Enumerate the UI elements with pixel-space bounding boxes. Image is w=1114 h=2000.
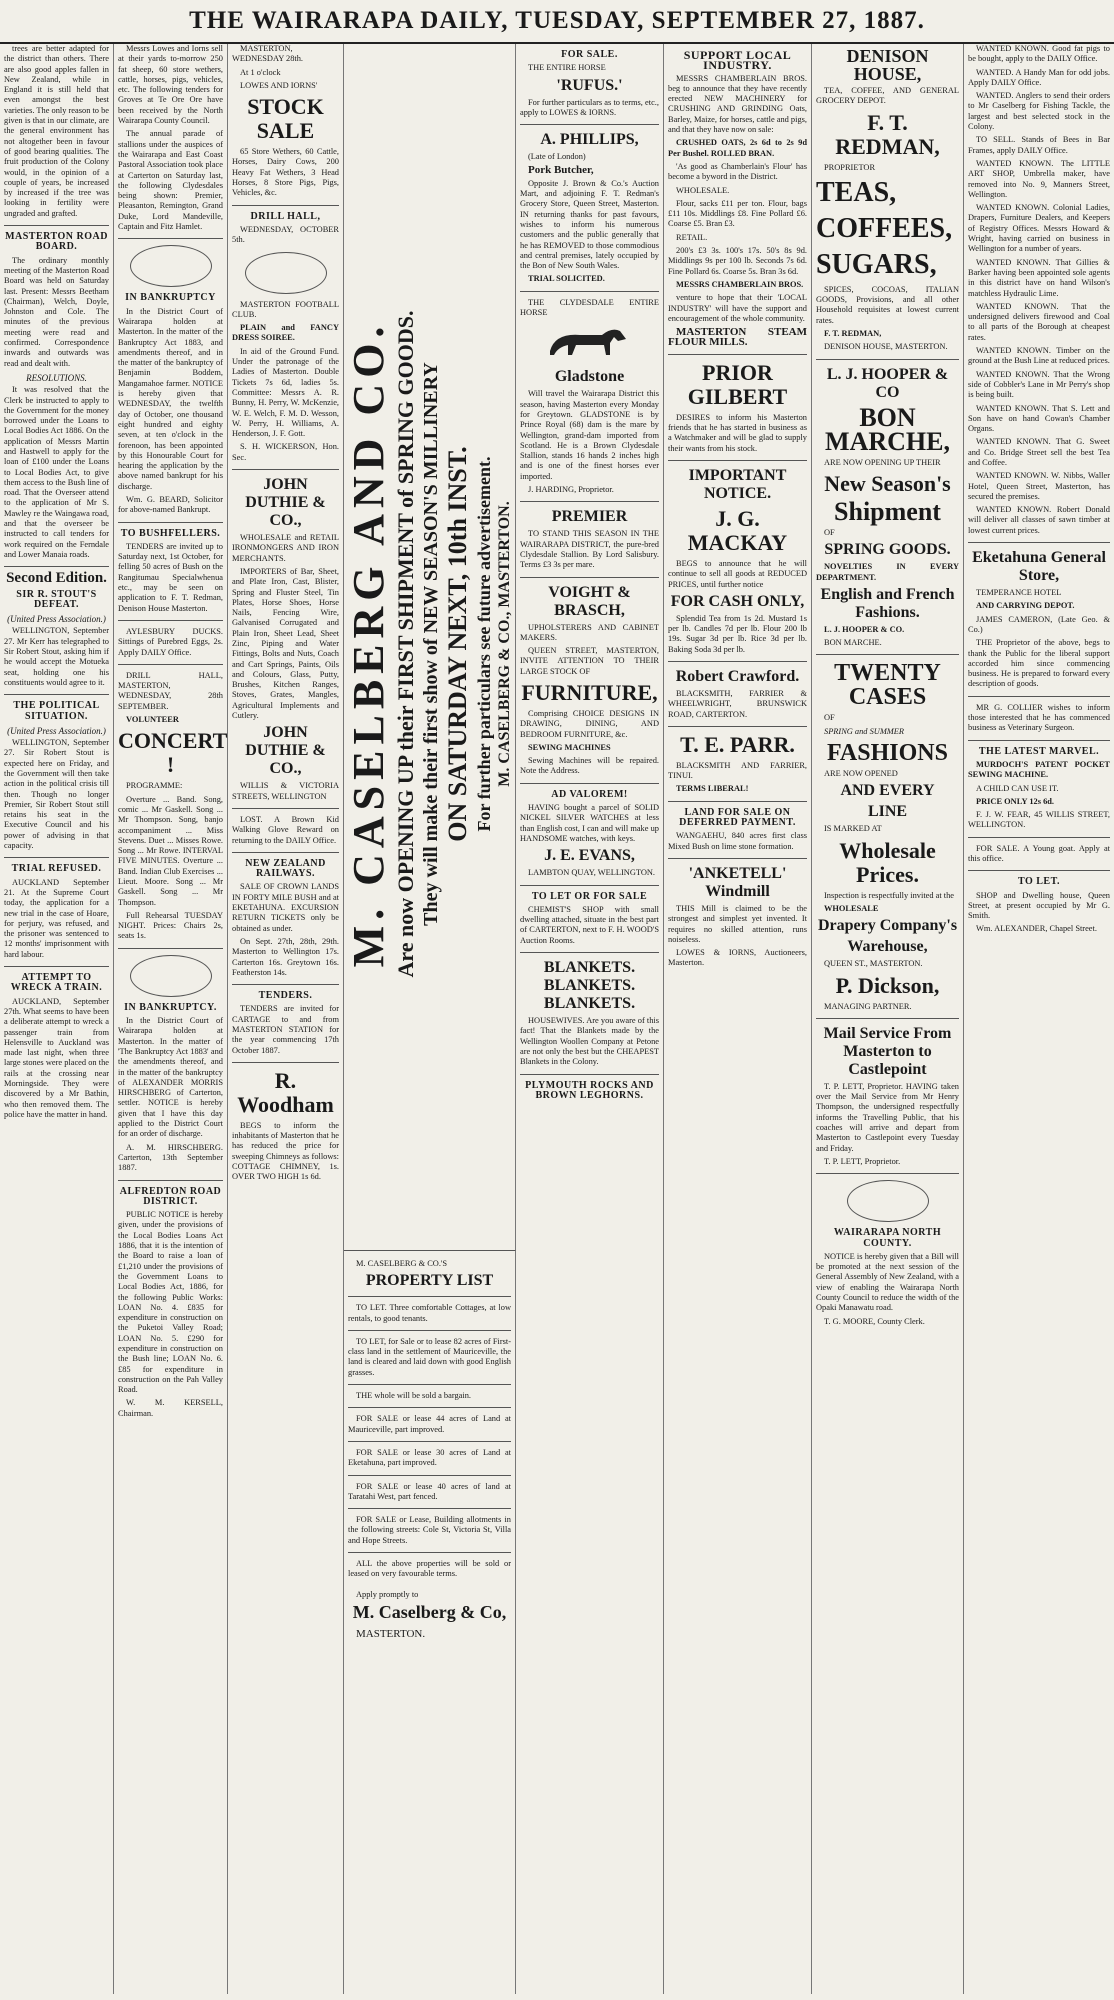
butcher-text: Opposite J. Brown & Co.'s Auction Mart, and adjoining F. T. Redman's Grocery Store, Queen Street, Masterton. IN returning thanks for past favours, wishes to inform his numerous customers and the public generally that he has REMOVED to those commodious and central premises, lately occupied by the Bon of New South Wales.	[520, 178, 659, 271]
new-season-heading: New Season's	[824, 470, 951, 496]
hooper-heading: L. J. HOOPER & CO	[826, 365, 949, 401]
article-text: WELLINGTON, September 27. Sir Robert Stout is expected here on Friday, and the Government will then take action in the political crisis till then. Though no longer Premier, Sir Robert Stout still retains his seat in the Executive Council and his power of advising in that capacity.	[4, 738, 109, 851]
signature: T. G. MOORE, County Clerk.	[824, 1316, 925, 1326]
caselberg-vertical-ad	[344, 44, 516, 1244]
rehearsal-text: Full Rehearsal TUESDAY NIGHT. Prices: Chairs 2s, seats 1s.	[118, 910, 223, 941]
signature: Wm. G. BEARD, Solicitor for above-named Bankrupt.	[118, 494, 223, 515]
caselberg-firm: M. CASELBERG & CO.'S	[356, 1259, 448, 1268]
notice-text: PUBLIC NOTICE is hereby given, under the provisions of the Local Bodies Loans Act 1886, that it is the intention of the Board to raise a loan of £1,210 under the provisions of the Government Loans to Local Bodies Act, 1886, for the following Public Works: LOAN No. 4. £835 for expenditure in construction on the Puketoi Valley Road; LOAN No. 5. £290 for expenditure in construction on the Bush line; LOAN No. 6. £85 for expenditure in construction on the Pah Valley Road.	[118, 1210, 223, 1395]
wanted-ad: WANTED KNOWN. That S. Lett and Son have on hand Cowan's Chamber Organs.	[968, 403, 1110, 434]
teas-heading: TEAS,	[816, 176, 897, 208]
land-heading: LAND FOR SALE ON DEFERRED PAYMENT.	[679, 806, 796, 829]
phillips-heading: A. PHILLIPS,	[540, 131, 639, 149]
mills-heading: MASTERTON STEAM FLOUR MILLS.	[668, 326, 807, 349]
premier-text: TO STAND THIS SEASON IN THE WAIRARAPA DISTRICT, the pure-bred Clydesdale Stallion. By Lord Salisbury. Terms £3 3s per mare.	[520, 529, 659, 570]
drill-hall-heading: DRILL HALL,	[250, 210, 321, 222]
county-heading: WAIRARAPA NORTH COUNTY.	[833, 1227, 942, 1249]
ball-date: WEDNESDAY, OCTOBER 5th.	[232, 224, 339, 245]
heading-political: THE POLITICAL SITUATION.	[13, 700, 100, 722]
proprietor-label: PROPRIETOR	[824, 162, 876, 172]
rufus-text: For further particulars as to terms, etc., apply to LOWES & IORNS.	[520, 97, 659, 117]
property-item: FOR SALE or lease 40 acres of land at Taratahi West, part fenced.	[348, 1481, 511, 1501]
volunteer-label: VOLUNTEER	[126, 715, 179, 725]
wanted-ad: WANTED KNOWN. That the undersigned delivers firewood and Coal to all parts of the Borough at cheapest rates.	[968, 301, 1110, 342]
chamberlain-text: venture to hope that their 'LOCAL INDUSTRY' will have the support and encouragement of the whole community.	[668, 293, 807, 323]
property-item: FOR SALE or lease 44 acres of Land at Mauriceville, part improved.	[348, 1414, 511, 1434]
denison-address: DENISON HOUSE, MASTERTON.	[824, 342, 948, 352]
railways-text: SALE OF CROWN LANDS IN FORTY MILE BUSH and at EKETAHUNA. EXCURSION RETURN TICKETS only be obtained as under.	[232, 882, 339, 933]
notice-text: TENDERS are invited up to Saturday next, 1st October, for felling 50 acres of Bush on the Rangitumau Specialwhenua etc., may be seen on application to F. T. Redman, Denison House Masterton.	[118, 541, 223, 613]
opened-label: ARE NOW OPENED	[824, 769, 898, 779]
temperance-label: TEMPERANCE HOTEL	[976, 588, 1062, 598]
sale-date: MASTERTON, WEDNESDAY 28th.	[232, 44, 304, 64]
marked-label: IS MARKED AT	[824, 824, 882, 834]
crest-icon	[847, 1180, 929, 1222]
anketell-text: THIS Mill is claimed to be the strongest and simplest yet invented. It requires no skilled attention, runs noiseless.	[668, 903, 807, 944]
bon-marche-heading: BON MARCHE,	[825, 402, 950, 456]
spring-goods-heading: SPRING GOODS.	[824, 541, 951, 559]
sewing-heading: SEWING MACHINES	[528, 742, 611, 752]
wanted-ad: WANTED KNOWN. Colonial Ladies, Drapers, Furniture Dealers, and Keepers of Registry Offices. Messrs Howard & Wright, having carried on business in Wellington for a number of years.	[968, 203, 1110, 254]
signature: Wm. ALEXANDER, Chapel Street.	[976, 924, 1097, 934]
price-label: PRICE ONLY 12s 6d.	[976, 796, 1055, 806]
to-let-heading: TO LET OR FOR SALE	[531, 890, 648, 902]
anketell-heading: 'ANKETELL' Windmill	[688, 864, 787, 900]
to-let-heading: TO LET.	[1017, 876, 1061, 888]
column-3	[228, 44, 344, 1994]
duthie-heading: JOHN DUTHIE & CO.,	[245, 476, 326, 530]
heading-bankruptcy-2: IN BANKRUPTCY.	[124, 1001, 217, 1013]
signature: W. M. KERSELL, Chairman.	[118, 1398, 223, 1418]
property-item: TO LET. Three comfortable Cottages, at low rentals, to good tenants.	[348, 1303, 511, 1323]
tenders-text: TENDERS are invited for CARTAGE to and from MASTERTON STATION for the year commencing 17th October 1887.	[232, 1004, 339, 1055]
sale-firm: LOWES AND IORNS'	[240, 80, 318, 90]
wanted-ad: WANTED KNOWN. That G. Sweet and Co. Bridge Street sell the best Tea and Coffee.	[968, 437, 1110, 467]
parr-sub: BLACKSMITH AND FARRIER, TINUI.	[668, 760, 807, 781]
fashions-heading: FASHIONS	[827, 740, 948, 767]
property-list	[344, 1250, 516, 1994]
wanted-ad: WANTED KNOWN. W. Nibbs, Waller Hotel, Queen Street, Masterton, has secured the premises.	[968, 471, 1110, 501]
wanted-ad: WANTED KNOWN. That Gillies & Barker having been appointed sole agents in this district have on hand Wilson's matchless Hydraulic Lime.	[968, 257, 1110, 298]
property-item: ALL the above properties will be sold or leased on very favourable terms.	[348, 1559, 511, 1579]
caselberg-line: ON SATURDAY NEXT, 10th INST.	[443, 446, 472, 842]
of-label: OF	[824, 527, 835, 537]
chemist-text: CHEMIST'S SHOP with small dwelling attached, situate in the best part of CARTERTON, next to F. H. WOOD'S Auction Rooms.	[520, 904, 659, 945]
mail-service-heading: Mail Service From Masterton to Castlepoint	[823, 1024, 952, 1078]
drapery-heading: Drapery Company's	[817, 917, 958, 935]
blankets-heading: BLANKETS. BLANKETS. BLANKETS.	[543, 959, 636, 1013]
signature: T. P. LETT, Proprietor.	[824, 1156, 901, 1166]
press-assoc: (United Press Association.)	[7, 614, 106, 625]
child-label: A CHILD CAN USE IT.	[976, 783, 1059, 793]
important-notice-heading: IMPORTANT NOTICE.	[688, 466, 787, 502]
hall-heading: DRILL HALL, MASTERTON, WEDNESDAY, 28th SEPTEMBER.	[118, 670, 223, 711]
voight-heading: VOIGHT & BRASCH,	[548, 583, 631, 619]
mill-text: MESSRS CHAMBERLAIN BROS. beg to announce that they have recently erected NEW MACHINERY for CRUSHING AND GRINDING Oats, Barley, Maize, for horses, cattle and pigs, and that they have now on sale:	[668, 73, 807, 135]
heading-stout-defeat: SIR R. STOUT'S DEFEAT.	[16, 588, 97, 610]
caselberg-line: Are now OPENING UP their FIRST SHIPMENT of SPRING GOODS.	[393, 310, 418, 978]
murdoch-heading: MURDOCH'S PATENT POCKET SEWING MACHINE.	[968, 759, 1110, 780]
duthie-sub: WHOLESALE and RETAIL IRONMONGERS AND IRON MERCHANTS.	[232, 533, 339, 563]
invited-text: Inspection is respectfully invited at the	[824, 890, 955, 900]
premier-heading: PREMIER	[551, 508, 628, 526]
article-text: Messrs Lowes and Iorns sell at their yards to-morrow 250 fat sheep, 60 store wethers, cattle, horses, pigs, vehicles, etc. The following tenders for Groves at Te Ore Ore have been received by the North Wairarapa County Council.	[118, 44, 223, 126]
crawford-heading: Robert Crawford.	[675, 667, 800, 685]
horse-label: THE ENTIRE HORSE	[528, 63, 606, 73]
phillips-sub: (Late of London)	[528, 152, 586, 162]
sewing-text: Sewing Machines will be repaired. Note the Address.	[520, 756, 659, 776]
signature: J. HARDING, Proprietor.	[528, 485, 614, 495]
retail-prices: 200's £3 3s. 100's 17s. 50's 8s 9d. Middlings 9s per 100 lb. Seconds 7s 6d. Fine Pollard 6s. Coarse 5s. Bran 3s 6d.	[668, 246, 807, 276]
wholesale-label: WHOLESALE	[824, 903, 879, 913]
retail-label: RETAIL.	[676, 232, 708, 242]
trial-label: TRIAL SOLICITED.	[528, 274, 605, 284]
warehouse-heading: Warehouse,	[847, 938, 928, 956]
horse-icon	[540, 321, 640, 365]
stallion-label: THE CLYDESDALE ENTIRE HORSE	[520, 297, 659, 318]
wanted-ad: WANTED KNOWN. Good fat pigs to be bought, apply to the DAILY Office.	[968, 44, 1110, 64]
redman-sign: F. T. REDMAN,	[824, 329, 882, 339]
column-8	[964, 44, 1114, 1994]
valorem-heading: AD VALOREM!	[551, 788, 628, 800]
dickson-heading: P. Dickson,	[835, 972, 940, 998]
furniture-heading: FURNITURE,	[521, 679, 658, 705]
train-fares: On Sept. 27th, 28th, 29th. Masterton to Wellington 17s. Carterton 16s. Greytown 16s. Featherston 14s.	[232, 936, 339, 977]
woodham-text: BEGS to inform the inhabitants of Masterton that he has reduced the price for sweeping Chimneys as follows: COTTAGE CHIMNEY, 1s. OVER TWO HIGH 1s 6d.	[232, 1120, 339, 1182]
prior-gilbert-heading: PRIOR GILBERT	[687, 359, 788, 409]
terms-label: TERMS LIBERAL!	[676, 784, 749, 794]
notice-text: In the District Court of Wairarapa holden at Masterton. In the matter of the Bankruptcy Act 1883, and amendments thereof, and in the matter of the bankruptcy of Benjamin Boddem, Mangamahoe farmer. NOTICE is hereby given that WEDNESDAY, the twelfth day of October, one thousand eight hundred and eighty seven, at ten o'clock in the forenoon, has been appointed by this Honourable Court for hearing the application by the above named bankrupt for his discharge.	[118, 306, 223, 491]
crawford-text: BLACKSMITH, FARRIER & WHEELWRIGHT, BRUNSWICK ROAD, CARTERTON.	[668, 688, 807, 719]
rufus-heading: 'RUFUS.'	[556, 76, 623, 94]
hooper-sign: L. J. HOOPER & CO.	[824, 624, 905, 634]
article-text: It was resolved that the Clerk be instructed to apply to the Government for the money borrowed under the Loans to Local Bodies Act 1886. On the application of Messrs Martin and Hastwell to apply for the loan of £100 under the Loans to Local Bodies Act, to give them access to the Bush line of road. That the Overseer attend to the application of Mr S. Mawley re the Waingawa road, and that the overseer be instructed to call tenders for work required on the Ferndale and Lower Manaia roads.	[4, 385, 109, 559]
heading-alfredton: ALFREDTON ROAD DISTRICT.	[119, 1185, 222, 1207]
programme-text: Overture ... Band. Song, comic ... Mr Gaskell. Song ... Mr Thompson. Song, banjo accompaniment ... Miss Stevens. Duet ... Misses Rowe. Song ... Mr Rowe. INTERVAL FIVE MINUTES. Overture ... Band. Indian Club Exercises ... Lieut. Moore. Song ... Mr Gaskell. Song ... Mr Thompson.	[118, 794, 223, 907]
denison-heading: DENISON HOUSE,	[846, 46, 929, 84]
column-1	[0, 44, 114, 1994]
shipment-heading: Shipment	[834, 496, 941, 526]
column-7	[812, 44, 964, 1994]
property-item: FOR SALE or Lease, Building allotments in the following streets: Cole St, Victoria St, Villa and Hope Streets.	[348, 1515, 511, 1545]
article-text: The annual parade of stallions under the auspices of the Wairarapa and East Coast Pastoral Association took place at Carterton on Saturday last, the following Clydesdales being shown: Premier, Pleasanton, Remington, Grand Duke, Lord Mandeville, Captain and Fitz Hamlet.	[118, 129, 223, 232]
mail-text: T. P. LETT, Proprietor. HAVING taken over the Mail Service from Mr Henry Thompson, the undersigned respectfully informs the Travelling Public, that his coaches will arrive and depart from Masterton to Castlepoint every Tuesday and Friday.	[816, 1081, 959, 1153]
sugars-heading: SUGARS,	[816, 248, 937, 280]
voight-sub: UPHOLSTERERS AND CABINET MAKERS.	[520, 622, 659, 642]
imports-text: IMPORTERS of Bar, Sheet, and Plate Iron, Cast, Blister, Spring and Fluster Steel, Tin Plates, Horse Shoes, Horse Nails, Fencing Wire, Galvanised Corrugated and Plain Iron, Sheet Lead, Sheet Zinc, Piping and Water Fittings, Bolts and Nuts, Coach and Cart Springs, Paints, Oils and Colours, Glass, Putty, Brushes, Kitchen Ranges, Stoves, Grates, Mangles, Agricultural Implements and Cutlery.	[232, 566, 339, 721]
blankets-text: HOUSEWIVES. Are you aware of this fact! That the Blankets made by the Wellington Woollen Company at Petone are not only the best but the CHEAPEST Blankets in the Colony.	[520, 1016, 659, 1067]
column-2	[114, 44, 228, 1994]
twenty-cases-heading: TWENTY CASES	[834, 660, 941, 711]
opening-label: ARE NOW OPENING UP THEIR	[824, 457, 941, 467]
ball-title: PLAIN and FANCY DRESS SOIREE.	[232, 323, 339, 343]
evans-address: LAMBTON QUAY, WELLINGTON.	[528, 868, 656, 878]
column-6	[664, 44, 812, 1994]
town-label: MASTERTON.	[356, 1627, 426, 1640]
article-text: AUCKLAND September 21. At the Supreme Court today, the application for a new trial in the case of Hoare, for perjury, was refused, and the prisoner was sentenced to 12 months' imprisonment with hard labour.	[4, 877, 109, 959]
cameron-label: JAMES CAMERON, (Late Geo. & Co.)	[968, 614, 1110, 634]
every-label: AND EVERY	[840, 782, 935, 800]
wanted-ad: WANTED KNOWN. That the Wrong side of Cobbler's Lane in Mr Perry's shop is being built.	[968, 369, 1110, 400]
wanted-ad: WANTED KNOWN. Timber on the ground at the Bush Line at reduced prices.	[968, 346, 1110, 366]
for-sale-heading: FOR SALE.	[561, 49, 618, 60]
masthead: THE WAIRARAPA DAILY, TUESDAY, SEPTEMBER 27, 1887.	[0, 0, 1114, 44]
signature: A. M. HIRSCHBERG. Carterton, 13th September 1887.	[118, 1142, 223, 1173]
eketahuna-heading: Eketahuna General Store,	[972, 549, 1106, 585]
evans-heading: J. E. EVANS,	[544, 847, 635, 865]
depot-text: THE Proprietor of the above, begs to thank the Public for the liberal support accorded him since commencing business. He is prepared to forward every description of goods.	[968, 638, 1110, 689]
heading-road-board: MASTERTON ROAD BOARD.	[5, 231, 108, 253]
butcher-label: Pork Butcher,	[528, 164, 594, 177]
wholesale-prices-heading: Wholesale Prices.	[839, 837, 936, 887]
spring-summer-label: SPRING and SUMMER	[824, 726, 905, 736]
crest-icon	[130, 955, 212, 997]
wanted-ad: WANTED KNOWN. Robert Donald will deliver all classes of sawn timber at lowest current prices.	[968, 505, 1110, 535]
notice-text: In the District Court of Wairarapa holden at Masterton. In the matter of 'The Bankruptcy Act 1883' and the amendments thereof, and in the matter of the bankruptcy of ALEXANDER MORRIS HIRSCHBERG of Carterton, settler. NOTICE is hereby given that I have this day applied to the District Court for an order of discharge.	[118, 1016, 223, 1139]
subheading: RESOLUTIONS.	[26, 372, 87, 383]
cash-only-heading: FOR CASH ONLY,	[670, 592, 805, 610]
caselberg-line: For further particulars see future advertisement.	[474, 456, 494, 832]
caselberg-signoff: M. Caselberg & Co,	[352, 1601, 507, 1622]
novelties-label: NOVELTIES IN EVERY DEPARTMENT.	[816, 562, 959, 582]
parr-heading: T. E. PARR.	[680, 731, 795, 757]
sale-items: 65 Store Wethers, 60 Cattle, Horses, Dairy Cows, 200 Heavy Fat Wethers, 3 Head Horses, 8 Store Pigs, Pigs, Vehicles, &c.	[232, 147, 339, 198]
heading-bushfellers: TO BUSHFELLERS.	[120, 527, 221, 539]
heading-wreck: ATTEMPT TO WRECK A TRAIN.	[10, 972, 103, 994]
denison-sub: TEA, COFFEE, AND GENERAL GROCERY DEPOT.	[816, 86, 959, 106]
shop-text: SHOP and Dwelling house, Queen Street, at present occupied by Mr G. Smith.	[968, 890, 1110, 921]
mackay-heading: J. G. MACKAY	[687, 505, 788, 555]
latest-marvel-heading: THE LATEST MARVEL.	[978, 745, 1100, 757]
signature: S. H. WICKERSON, Hon. Sec.	[232, 442, 339, 462]
carrying-label: AND CARRYING DEPOT.	[976, 601, 1075, 611]
coffees-heading: COFFEES,	[816, 212, 953, 244]
flour-prices: Flour, sacks £11 per ton. Flour, bags £11 10s. Middlings £8. Fine Pollard £6. Coarse £5. Bran £3.	[668, 198, 807, 229]
mill-quote: 'As good as Chamberlain's Flour' has become a byword in the District.	[668, 161, 807, 182]
managing-label: MANAGING PARTNER.	[824, 1001, 912, 1011]
marche-sign: BON MARCHE.	[824, 638, 882, 648]
caselberg-title: M. CASELBERG AND CO.	[344, 320, 393, 968]
caselberg-line: M. CASELBERG & CO., MASTERTON.	[496, 501, 513, 787]
article-text: WELLINGTON, September 27. Mr Kerr has telegraphed to Sir Robert Stout, asking him if he would accept the Motueka seat, holding one his constituents would agree to it.	[4, 626, 109, 687]
club-name: MASTERTON FOOTBALL CLUB.	[232, 299, 339, 319]
duthie-address: WILLIS & VICTORIA STREETS, WELLINGTON	[232, 781, 339, 801]
wanted-ad: WANTED. A Handy Man for odd jobs. Apply DAILY Office.	[968, 67, 1110, 87]
agent-label: F. J. W. FEAR, 45 WILLIS STREET, WELLINGTON.	[968, 810, 1110, 830]
land-text: WANGAEHU, 840 acres first class Mixed Bush on lime stone formation.	[668, 831, 807, 851]
caselberg-line: They will make their first show of NEW SEASON'S MILLINERY	[420, 362, 442, 926]
cash-items: Splendid Tea from 1s 2d. Mustard 1s per lb. Candles 7d per lb. Flour 200 lb 19s. Sugar 3d per lb. Rice 3d per lb. Baking Soda 3d per lb.	[668, 613, 807, 654]
plymouth-heading: PLYMOUTH ROCKS AND BROWN LEGHORNS.	[525, 1079, 654, 1101]
furniture-text: Comprising CHOICE DESIGNS IN DRAWING, DINING, AND BEDROOM FURNITURE, &c.	[520, 708, 659, 739]
english-french-heading: English and French Fashions.	[820, 585, 955, 621]
property-list-heading: PROPERTY LIST	[365, 1272, 494, 1290]
of-label: OF	[824, 713, 835, 723]
collier-text: MR G. COLLIER wishes to inform those interested that he has commenced business as Veterinary Surgeon.	[968, 702, 1110, 733]
ball-text: In aid of the Ground Fund. Under the patronage of the Ladies of Masterton. Double Tickets 7s 6d, ladies 5s. Committee: Messrs A. R. Bunny, H. Perry, W. McKenzie, W. E. Welch, F. M. D. Wesson, W. Perry, H. Williams, A. Henderson, J. F. Gott.	[232, 346, 339, 439]
woodham-heading: R. Woodham	[237, 1067, 334, 1117]
wanted-ad: TO SELL. Stands of Bees in Bar Frames, apply DAILY Office.	[968, 135, 1110, 155]
county-text: NOTICE is hereby given that a Bill will be promoted at the next session of the General Assembly of New Zealand, with a view of enabling the Wairarapa North County Council to reduce the width of the Opaki Manawatu road.	[816, 1251, 959, 1313]
property-item: TO LET, for Sale or to lease 82 acres of First-class land in the settlement of Mauriceville, the land is cleared and laid down with good English grasses.	[348, 1336, 511, 1377]
heading-bankruptcy: IN BANKRUPTCY	[125, 292, 216, 304]
signature: LOWES & IORNS, Auctioneers, Masterton.	[668, 948, 807, 968]
apply-label: Apply promptly to	[356, 1589, 419, 1599]
queen-street-label: QUEEN ST., MASTERTON.	[824, 959, 923, 969]
tenders-heading: TENDERS.	[258, 990, 313, 1002]
article-text: The ordinary monthly meeting of the Masterton Road Board was held on Saturday last. Present: Messrs Beetham (Chairman), Welch, Doyle, Johnston and Cole. The minutes of the previous meeting were read and confirmed. Correspondence inwards and outwards was read and dealt with.	[4, 255, 109, 368]
press-assoc: (United Press Association.)	[7, 725, 106, 736]
concert-heading: CONCERT !	[118, 728, 228, 778]
sale-time: At 1 o'clock	[240, 67, 281, 77]
mackay-text: BEGS to announce that he will continue to sell all goods at REDUCED PRICES, until further notice	[668, 558, 807, 589]
spices-text: SPICES, COCOAS, ITALIAN GOODS, Provisions, and all other Household requisites at lowest current rates.	[816, 284, 959, 325]
chamberlain-heading: MESSRS CHAMBERLAIN BROS.	[676, 279, 804, 289]
second-edition-heading: Second Edition.	[6, 570, 107, 587]
goat-ad: FOR SALE. A Young goat. Apply at this office.	[968, 843, 1110, 863]
lost-notice: LOST. A Brown Kid Walking Glove Reward on returning to the DAILY Office.	[232, 814, 339, 845]
support-heading: SUPPORT LOCAL INDUSTRY.	[683, 48, 792, 73]
ad-ducks: AYLESBURY DUCKS. Sittings of Purebred Eggs, 2s. Apply DAILY Office.	[118, 626, 223, 657]
article-text: AUCKLAND, September 27th. What seems to have been a deliberate attempt to wreck a passenger train from Helensville to Auckland was made last night, when three large stones were placed on the rails at the crossing near Morningside. They were discovered by a Mr Bathin, who then removed them. The police have the matter in hand.	[4, 996, 109, 1119]
wholesale-label: WHOLESALE.	[676, 185, 730, 195]
column-5	[516, 44, 664, 1994]
duthie-heading-2: JOHN DUTHIE & CO.,	[245, 724, 326, 778]
crushed-oats: CRUSHED OATS, 2s 6d to 2s 9d Per Bushel. ROLLED BRAN.	[668, 138, 807, 158]
programme-label: PROGRAMME:	[126, 781, 183, 791]
railways-heading: NEW ZEALAND RAILWAYS.	[245, 857, 326, 880]
voight-address: QUEEN STREET, MASTERTON, INVITE ATTENTION TO THEIR LARGE STOCK OF	[520, 646, 659, 676]
gladstone-text: Will travel the Wairarapa District this season, having Masterton every Monday for Greytown. GLADSTONE is by Prince Royal (68) dam is the mare by Wellington, grand-dam imported from Scotland. He is a Brown Clydesdale Stallion, stands 16 hands 2 inches high and is one of the finest horses ever imported.	[520, 389, 659, 481]
wanted-ad: WANTED. Anglers to send their orders to Mr Caselberg for Fishing Tackle, the largest and best selected stock in the Colony.	[968, 91, 1110, 132]
heading-trial: TRIAL REFUSED.	[11, 863, 102, 875]
property-item: THE whole will be sold a bargain.	[356, 1391, 471, 1401]
wanted-ad: WANTED KNOWN. The LITTLE ART SHOP, Umbrella maker, have removed into No. 9, Manners Street, Wellington.	[968, 158, 1110, 199]
line-label: LINE	[867, 803, 908, 821]
crest-icon	[130, 245, 212, 287]
gladstone-heading: Gladstone	[554, 368, 625, 386]
prior-text: DESIRES to inform his Masterton friends that he has started in business as a Watchmaker and will be glad to supply their wants from his stock.	[668, 412, 807, 453]
valorem-text: HAVING bought a parcel of SOLID NICKEL SILVER WATCHES at less than English cost, I can and will make up HANDSOME watches, with keys.	[520, 803, 659, 843]
property-item: FOR SALE or lease 30 acres of Land at Eketahuna, part improved.	[348, 1447, 511, 1468]
club-crest-icon	[245, 252, 327, 294]
stock-sale-heading: STOCK SALE	[247, 94, 324, 144]
article-text: trees are better adapted for the district than others. There are also good apples fallen in New Zealand, while in England it is still held that even amongst the best varieties. The only reason to be given is that in our climate, are the general environment has not altogether been in favour of good bearing qualities. The fruit production of the Colony would, in the opinion of a couple of years, be increased by increased if the tree was looking in fertility were ungraded and grafted.	[4, 44, 109, 218]
redman-heading: F. T. REDMAN,	[835, 109, 940, 159]
